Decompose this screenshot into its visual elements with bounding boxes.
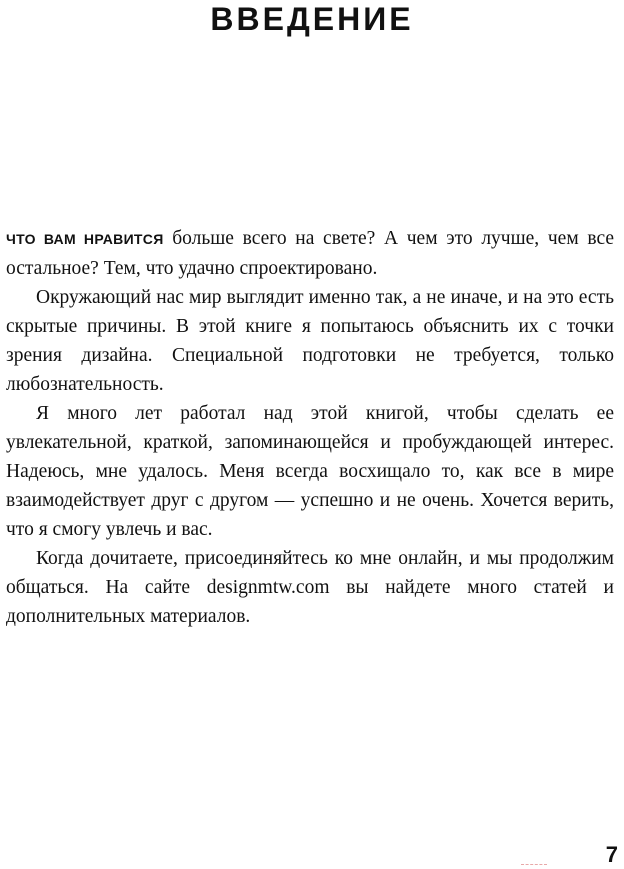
lead-in: ЧТО ВАМ НРАВИТСЯ: [6, 231, 164, 247]
paragraph-1-text: больше всего на свете? А чем это лучше, чем все остальное? Тем, что удачно спроектировано.: [6, 228, 614, 279]
paragraph-4: Когда дочитаете, присоединяйтесь ко мне онлайн, и мы продолжим общаться. На сайте designmtw.com вы найдете много статей и дополнительных материалов.: [6, 548, 614, 627]
page-number: 7: [605, 842, 618, 867]
paragraph-1: [6, 224, 614, 283]
chapter-title: ВВЕДЕНИЕ: [210, 1, 414, 37]
paragraph-2: Окружающий нас мир выглядит именно так, а не иначе, и на это есть скрытые причины. В этой книге я попытаюсь объяснить их с точки зрения дизайна. Специальной подготовки не требуется, только любознательность.: [6, 287, 614, 395]
intro-text: [6, 224, 614, 631]
paragraph-3: Я много лет работал над этой книгой, чтобы сделать ее увлекательной, краткой, запоминающейся и пробуждающей интерес. Надеюсь, мне удалось. Меня всегда восхищало то, как все в мире взаимодействует друг с другом — успешно и не очень. Хочется верить, что я смогу увлечь и вас.: [6, 403, 614, 540]
scan-mark: [521, 862, 547, 865]
